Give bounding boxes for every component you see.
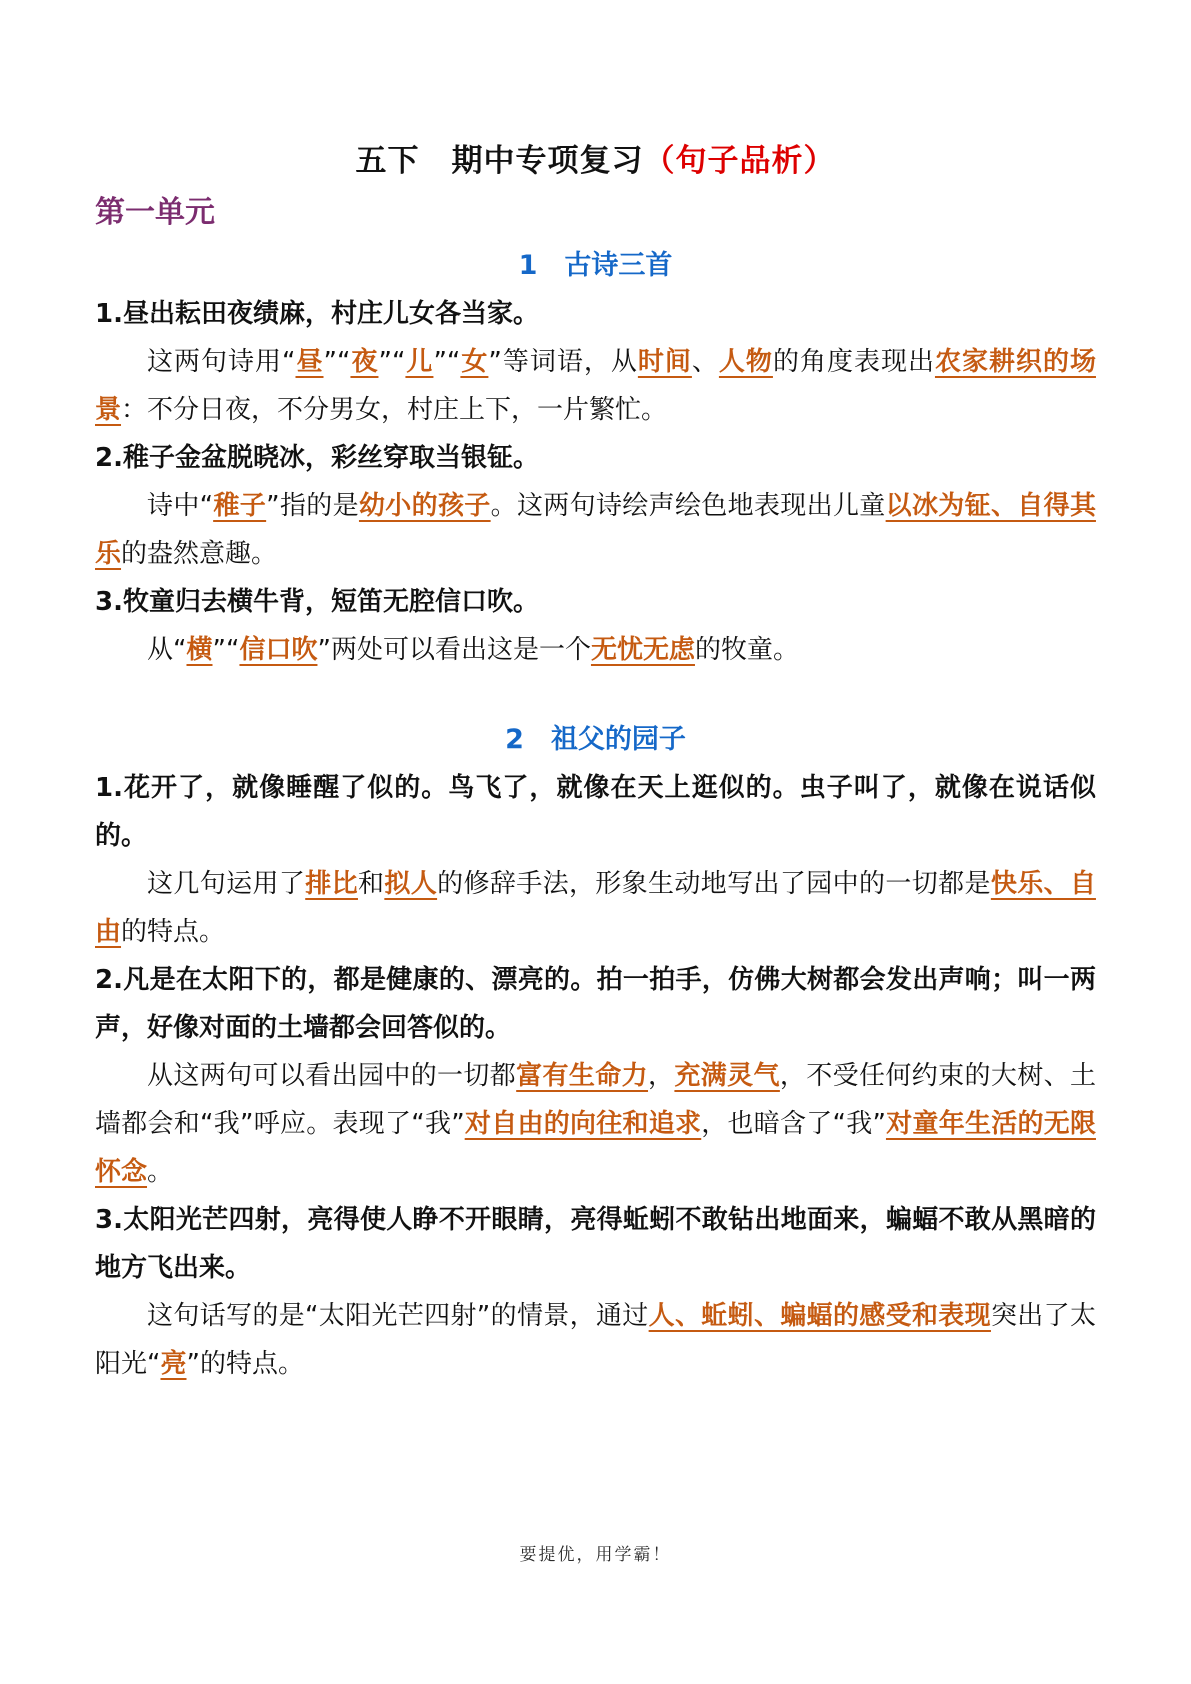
highlighted-phrase: 农家耕织的场景 bbox=[95, 347, 1096, 425]
plain-text: 的盎然意趣。 bbox=[121, 539, 278, 569]
plain-text: 和 bbox=[357, 869, 385, 899]
quoted-sentence: 3.牧童归去横牛背，短笛无腔信口吹。 bbox=[95, 587, 539, 617]
plain-text: ，不受任何约束的大树、土墙都会和“我”呼应。表现了“我” bbox=[95, 1061, 1096, 1139]
plain-text: ”“ bbox=[378, 347, 406, 377]
lessons-container bbox=[95, 242, 1096, 1388]
highlighted-phrase: 夜 bbox=[350, 347, 379, 377]
highlighted-phrase: 稚子 bbox=[213, 491, 267, 521]
highlighted-phrase: 无忧无虑 bbox=[590, 635, 695, 665]
highlighted-phrase: 时间 bbox=[637, 347, 692, 377]
highlighted-phrase: 富有生命力 bbox=[516, 1061, 649, 1091]
unit-heading: 第一单元 bbox=[95, 195, 215, 230]
highlighted-phrase: 对童年生活的无限怀念 bbox=[95, 1109, 1096, 1187]
plain-text: ， bbox=[648, 1061, 675, 1091]
plain-text: ：不分日夜，不分男女，村庄上下，一片繁忙。 bbox=[121, 395, 668, 425]
page-title-accent: （句子品析） bbox=[643, 143, 836, 179]
analysis-paragraph bbox=[95, 482, 1096, 578]
highlighted-phrase: 亮 bbox=[160, 1349, 187, 1379]
highlighted-phrase: 昼 bbox=[295, 347, 324, 377]
page-title bbox=[95, 138, 1096, 184]
highlighted-phrase: 女 bbox=[460, 347, 489, 377]
quoted-sentence: 2.稚子金盆脱晓冰，彩丝穿取当银钲。 bbox=[95, 443, 539, 473]
plain-text: ”指的是 bbox=[266, 491, 359, 521]
plain-text: 的角度表现出 bbox=[772, 347, 935, 377]
quoted-sentence: 1.花开了，就像睡醒了似的。鸟飞了，就像在天上逛似的。虫子叫了，就像在说话似的。 bbox=[95, 773, 1096, 851]
plain-text: 这两句诗用“ bbox=[147, 347, 296, 377]
plain-text: 、 bbox=[691, 347, 719, 377]
plain-text: ，也暗含了“我” bbox=[701, 1109, 886, 1139]
plain-text: ”的特点。 bbox=[186, 1349, 304, 1379]
analysis-paragraph bbox=[95, 860, 1096, 956]
plain-text: 这几句运用了 bbox=[147, 869, 306, 899]
plain-text: 诗中“ bbox=[147, 491, 214, 521]
plain-text: ”两处可以看出这是一个 bbox=[317, 635, 591, 665]
plain-text: 的牧童。 bbox=[694, 635, 799, 665]
highlighted-phrase: 对自由的向往和追求 bbox=[464, 1109, 702, 1139]
page-title-main: 五下 期中专项复习 bbox=[355, 143, 644, 179]
highlighted-phrase: 人、蚯蚓、蝙蝠的感受和表现 bbox=[648, 1301, 991, 1331]
highlighted-phrase: 信口吹 bbox=[239, 635, 318, 665]
analysis-paragraph bbox=[95, 1052, 1096, 1196]
quoted-sentence: 1.昼出耘田夜绩麻，村庄儿女各当家。 bbox=[95, 299, 539, 329]
plain-text: ”等词语，从 bbox=[488, 347, 638, 377]
highlighted-phrase: 幼小的孩子 bbox=[358, 491, 491, 521]
highlighted-phrase: 儿 bbox=[405, 347, 434, 377]
plain-text: 。这两句诗绘声绘色地表现出儿童 bbox=[490, 491, 886, 521]
plain-text: 突出了太阳光“ bbox=[95, 1301, 1096, 1379]
analysis-paragraph bbox=[95, 338, 1096, 434]
plain-text: 的修辞手法，形象生动地写出了园中的一切都是 bbox=[437, 869, 991, 899]
plain-text: 这句话写的是“太阳光芒四射”的情景，通过 bbox=[147, 1301, 649, 1331]
quoted-sentence: 2.凡是在太阳下的，都是健康的、漂亮的。拍一拍手，仿佛大树都会发出声响；叫一两声，好像对面的土墙都会回答似的。 bbox=[95, 965, 1096, 1043]
lesson-heading: 1 古诗三首 bbox=[518, 250, 673, 281]
plain-text: ”“ bbox=[323, 347, 351, 377]
plain-text: 。 bbox=[147, 1157, 174, 1187]
highlighted-phrase: 充满灵气 bbox=[674, 1061, 780, 1091]
plain-text: ”“ bbox=[433, 347, 461, 377]
highlighted-phrase: 排比 bbox=[305, 869, 358, 899]
page-footer: 要提优，用学霸！ bbox=[519, 1545, 672, 1565]
plain-text: ”“ bbox=[212, 635, 240, 665]
quoted-sentence: 3.太阳光芒四射，亮得使人睁不开眼睛，亮得蚯蚓不敢钻出地面来，蝙蝠不敢从黑暗的地方飞出来。 bbox=[95, 1205, 1096, 1283]
lesson-heading: 2 祖父的园子 bbox=[505, 724, 686, 755]
plain-text: 从“ bbox=[147, 635, 187, 665]
highlighted-phrase: 快乐、自由 bbox=[95, 869, 1096, 947]
highlighted-phrase: 拟人 bbox=[384, 869, 438, 899]
highlighted-phrase: 以冰为钲、自得其乐 bbox=[95, 491, 1096, 569]
plain-text: 的特点。 bbox=[121, 917, 226, 947]
highlighted-phrase: 横 bbox=[186, 635, 213, 665]
plain-text: 从这两句可以看出园中的一切都 bbox=[147, 1061, 517, 1091]
highlighted-phrase: 人物 bbox=[718, 347, 773, 377]
analysis-paragraph bbox=[95, 1292, 1096, 1388]
analysis-paragraph bbox=[95, 626, 1096, 674]
